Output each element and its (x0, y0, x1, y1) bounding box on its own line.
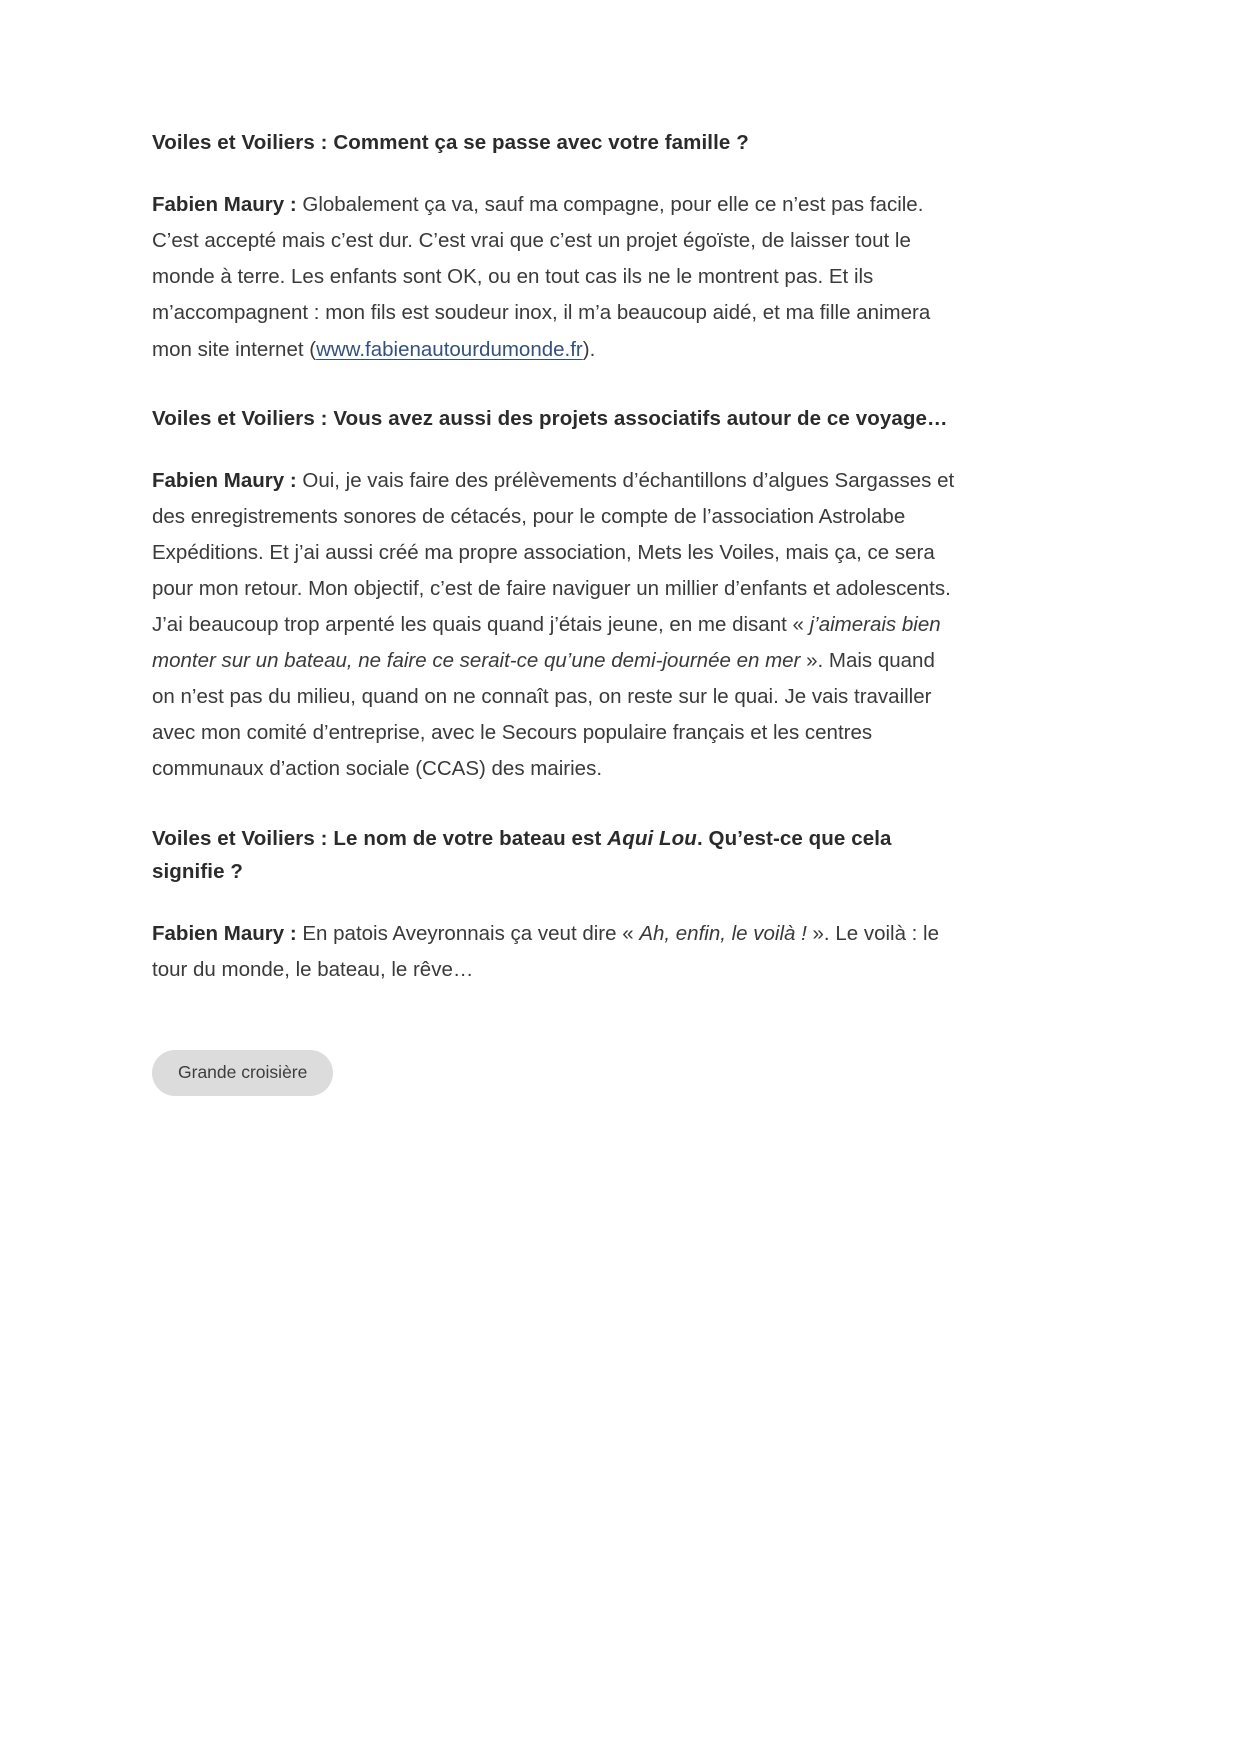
article-body (152, 126, 962, 1096)
answer-text-1-before-link: Globalement ça va, sauf ma compagne, pour elle ce n’est pas facile. C’est accepté mais c’est dur. C’est vrai que c’est un projet égoïste, de laisser tout le monde à terre. Les enfants sont OK, ou en tout cas ils ne le montrent pas. Et ils m’accompagnent : mon fils est soudeur inox, il m’a beaucoup aidé, et ma fille animera mon site internet ( (152, 193, 931, 361)
answer-quote-italic-2: j’aimerais bien monter sur un bateau, ne faire ce serait-ce qu’une demi-journée en mer (152, 613, 941, 673)
answer-quote-italic-3: Ah, enfin, le voilà ! (639, 921, 807, 945)
boat-name-italic: Aqui Lou (607, 826, 697, 850)
speaker-label-2: Fabien Maury : (152, 468, 297, 492)
question-heading-3 (152, 822, 962, 888)
question-heading-2: Voiles et Voiliers : Vous avez aussi des projets associatifs autour de ce voyage… (152, 406, 948, 430)
tag-grande-croisiere[interactable]: Grande croisière (152, 1050, 333, 1096)
speaker-label-1: Fabien Maury : (152, 193, 297, 217)
answer-text-2-part2: ». Mais quand on n’est pas du milieu, quand on ne connaît pas, on reste sur le quai. Je vais travailler avec mon comité d’entreprise, avec le Secours populaire français et les centres communaux d’action sociale (CCAS) des mairies. (152, 649, 935, 781)
question-heading-3-part1: Voiles et Voiliers : Le nom de votre bateau est (152, 826, 608, 850)
question-heading-3-part2: . Qu’est-ce que cela signifie ? (152, 826, 892, 883)
question-heading-1: Voiles et Voiliers : Comment ça se passe avec votre famille ? (152, 131, 749, 154)
answer-paragraph-2 (152, 463, 962, 788)
tag-list (152, 1050, 962, 1096)
answer-paragraph-1 (152, 187, 962, 367)
answer-text-1-after-link: ). (582, 337, 596, 361)
answer-text-2-part1: Oui, je vais faire des prélèvements d’échantillons d’algues Sargasses et des enregistrements sonores de cétacés, pour le compte de l’association Astrolabe Expéditions. Et j’ai aussi créé ma propre association, Mets les Voiles, mais ça, ce sera pour mon retour. Mon objectif, c’est de faire naviguer un millier d’enfants et adolescents. J’ai beaucoup trop arpenté les quais quand j’étais jeune, en me disant « (152, 468, 955, 637)
answer-text-3-part1: En patois Aveyronnais ça veut dire « (296, 921, 640, 945)
website-link[interactable]: www.fabienautourdumonde.fr (316, 337, 583, 361)
answer-paragraph-3 (152, 916, 962, 988)
speaker-label-3: Fabien Maury : (152, 921, 297, 945)
answer-text-3-part2: ». Le voilà : le tour du monde, le bateau, le rêve… (152, 921, 940, 981)
